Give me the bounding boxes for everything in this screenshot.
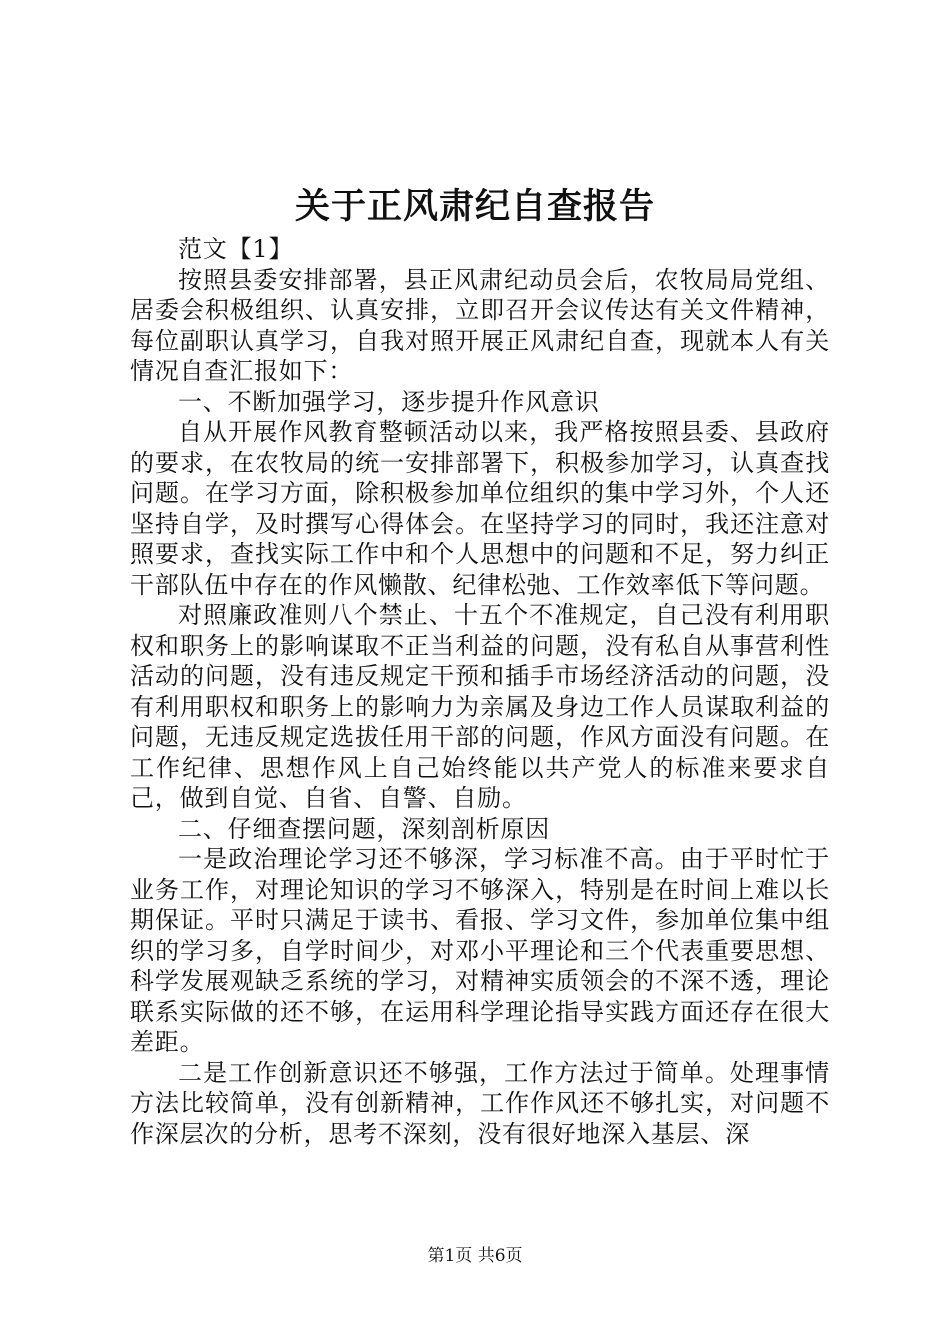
document-title: 关于正风肃纪自查报告 (294, 186, 655, 227)
section-heading-1: 一、不断加强学习，逐步提升作风意识 (178, 387, 600, 416)
paragraph-intro: 按照县委安排部署，县正风肃纪动员会后，农牧局局党组、居委会积极组织、认真安排，立即召开会议传达有关文件精神，每位副职认真学习，自我对照开展正风肃纪自查，现就本人有关情况自查汇报如下： (130, 265, 830, 385)
section-heading-2: 二、仔细查摆问题，深刻剖析原因 (178, 814, 550, 843)
paragraph-problem-1: 一是政治理论学习还不够深，学习标准不高。由于平时忙于业务工作，对理论知识的学习不够深入，特别是在时间上难以长期保证。平时只满足于读书、看报、学习文件，参加单位集中组织的学习多，自学时间少，对邓小平理论和三个代表重要思想、科学发展观缺乏系统的学习，对精神实质领会的不深不透，理论联系实际做的还不够，在运用科学理论指导实践方面还存在很大差距。 (130, 845, 830, 1056)
paragraph-problem-2: 二是工作创新意识还不够强，工作方法过于简单。处理事情方法比较简单，没有创新精神，工作作风还不够扎实，对问题不作深层次的分析，思考不深刻，没有很好地深入基层、深 (130, 1058, 830, 1148)
paragraph-study: 自从开展作风教育整顿活动以来，我严格按照县委、县政府的要求，在农牧局的统一安排部署下，积极参加学习，认真查找问题。在学习方面，除积极参加单位组织的集中学习外，个人还坚持自学，及时撰写心得体会。在坚持学习的同时，我还注意对照要求，查找实际工作中和个人思想中的问题和不足，努力纠正干部队伍中存在的作风懒散、纪律松弛、工作效率低下等问题。 (130, 418, 830, 599)
document-body (130, 234, 830, 1149)
paragraph-integrity: 对照廉政准则八个禁止、十五个不准规定，自己没有利用职权和职务上的影响谋取不正当利益的问题，没有私自从事营利性活动的问题，没有违反规定干预和插手市场经济活动的问题，没有利用职权和职务上的影响力为亲属及身边工作人员谋取利益的问题，无违反规定选拔任用干部的问题，作风方面没有问题。在工作纪律、思想作风上自己始终能以共产党人的标准来要求自己，做到自觉、自省、自警、自励。 (130, 601, 830, 812)
paragraph-label-fanwen: 范文【1】 (178, 235, 294, 263)
page-number-footer: 第1页 共6页 (427, 1246, 523, 1266)
